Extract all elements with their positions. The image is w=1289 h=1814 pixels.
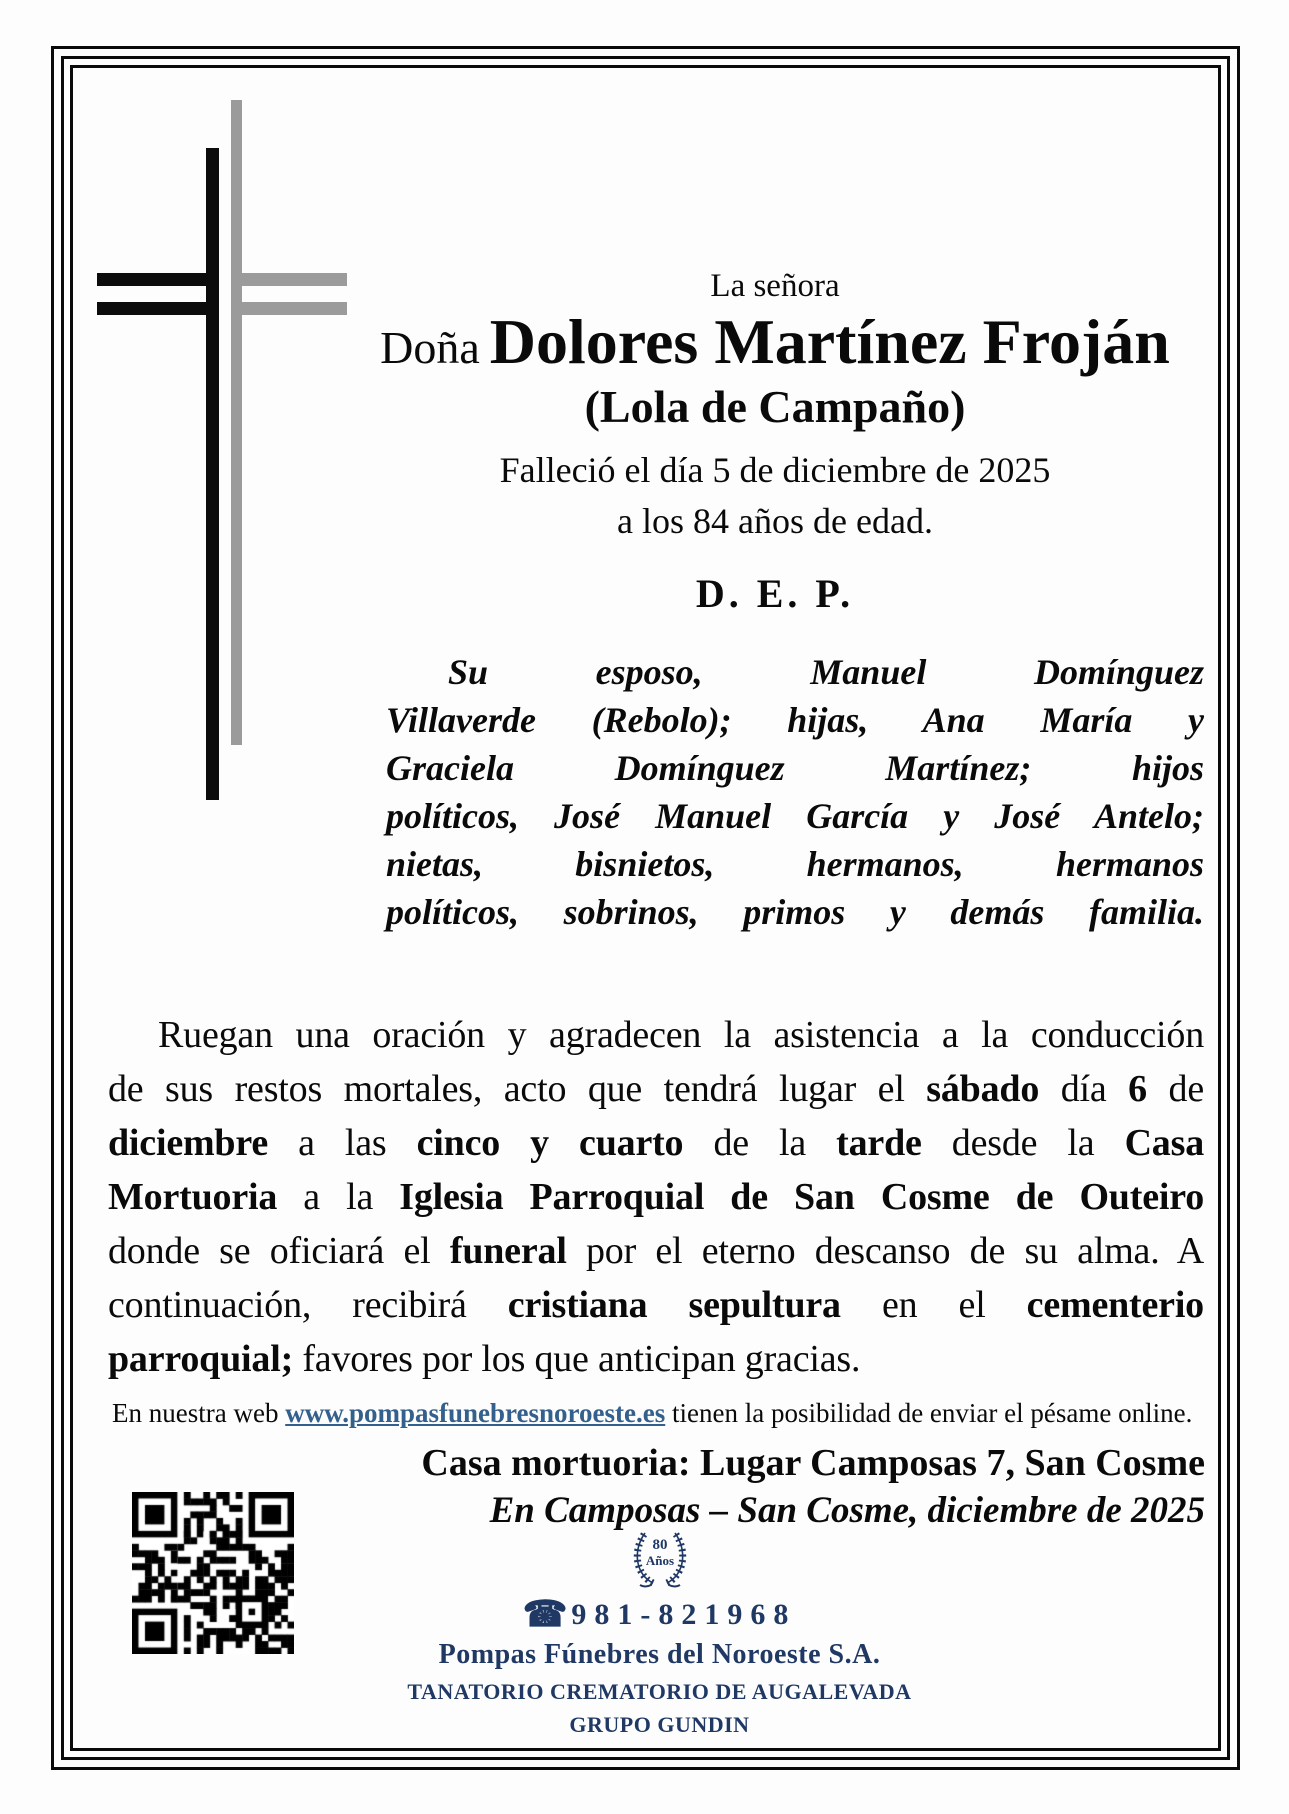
family-line: nietas, bisnietos, hermanos, hermanos <box>386 844 1204 884</box>
announcement-line: donde se oficiará el funeral por el eterno descanso de su alma. A <box>108 1230 1204 1272</box>
announcement-line: Ruegan una oración y agradecen la asistencia a la conducción <box>158 1014 1204 1056</box>
web-note <box>112 1398 1212 1429</box>
phone-line <box>65 1593 1254 1635</box>
deceased-name: Dolores Martínez Froján <box>489 306 1170 377</box>
announcement-line: continuación, recibirá cristiana sepultura en el cementerio <box>108 1284 1204 1326</box>
facility-line: TANATORIO CREMATORIO DE AUGALEVADA <box>407 1679 912 1704</box>
death-age-line: a los 84 años de edad. <box>617 501 933 542</box>
announcement-line: diciembre a las cinco y cuarto de la tarde desde la Casa <box>108 1122 1204 1164</box>
web-link[interactable]: www.pompasfunebresnoroeste.es <box>285 1398 666 1428</box>
notice-header <box>310 268 1240 617</box>
family-line: Graciela Domínguez Martínez; hijos <box>386 748 1204 788</box>
badge-years-text: 80 <box>652 1537 667 1553</box>
badge-years-label: Años <box>645 1553 674 1568</box>
family-line: Villaverde (Rebolo); hijas, Ana María y <box>386 700 1204 740</box>
phone-icon: ☎ <box>522 1594 568 1634</box>
anniversary-laurel-badge <box>623 1522 697 1588</box>
place-date-line: En Camposas – San Cosme, diciembre de 2025 <box>489 1490 1205 1531</box>
company-name: Pompas Fúnebres del Noroeste S.A. <box>438 1639 881 1670</box>
family-line: Su esposo, Manuel Domínguez <box>448 652 1204 692</box>
honorific: La señora <box>710 268 840 304</box>
cross-gray-vertical-bar <box>231 100 242 745</box>
family-paragraph <box>386 648 1204 936</box>
family-line: políticos, sobrinos, primos y demás familia. <box>386 892 1204 932</box>
phone-number: 981-821968 <box>571 1598 797 1631</box>
deceased-alias: (Lola de Campaño) <box>584 381 966 433</box>
cross-black-vertical-bar <box>206 148 219 800</box>
web-note-suffix: tienen la posibilidad de enviar el pésame online. <box>665 1398 1193 1428</box>
announcement-line: parroquial; favores por los que anticipan gracias. <box>108 1338 861 1380</box>
cross-black-lower-arm <box>97 302 219 315</box>
name-prefix: Doña <box>380 322 480 373</box>
deceased-name-line <box>310 307 1240 376</box>
family-line: políticos, José Manuel García y José Antelo; <box>386 796 1204 836</box>
group-line: GRUPO GUNDIN <box>569 1712 750 1737</box>
mortuary-address-line: Casa mortuoria: Lugar Camposas 7, San Cosme <box>421 1442 1205 1484</box>
announcement-line: Mortuoria a la Iglesia Parroquial de San Cosme de Outeiro <box>108 1176 1204 1218</box>
web-note-prefix: En nuestra web <box>112 1398 286 1428</box>
dep-abbreviation: D. E. P. <box>695 571 855 617</box>
cross-black-upper-arm <box>97 273 219 286</box>
death-date-line: Falleció el día 5 de diciembre de 2025 <box>499 450 1051 491</box>
announcement-line: de sus restos mortales, acto que tendrá lugar el sábado día 6 de <box>108 1068 1204 1110</box>
funeral-home-footer <box>65 1522 1254 1738</box>
announcement-paragraph <box>108 1008 1204 1386</box>
